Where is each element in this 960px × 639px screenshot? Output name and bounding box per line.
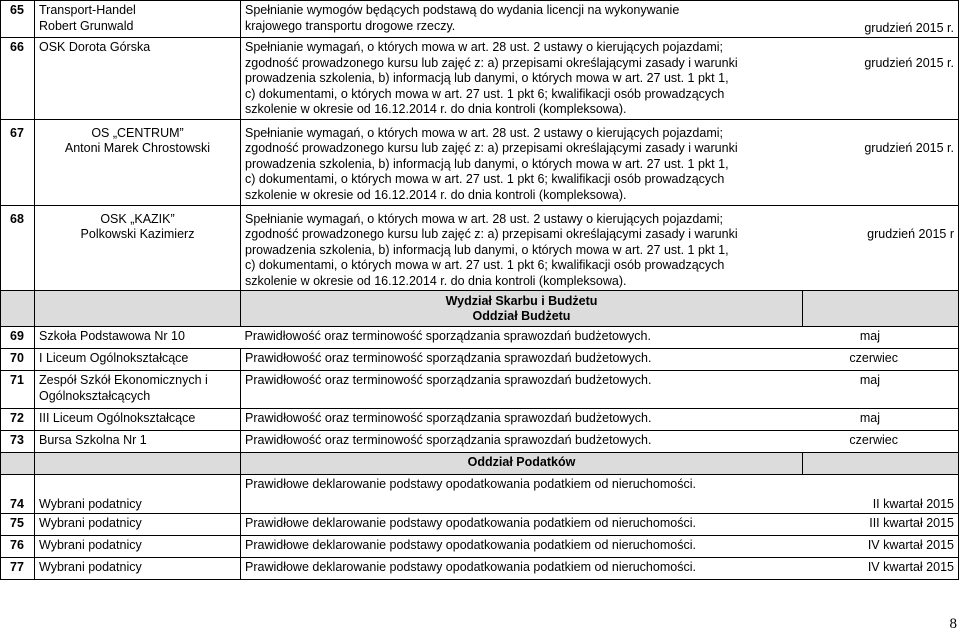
inspection-scope: Prawidłowość oraz terminowość sporządzania sprawozdań budżetowych. — [241, 431, 803, 453]
inspection-date: maj — [803, 409, 959, 431]
entity-name: I Liceum Ogólnokształcące — [35, 349, 241, 371]
table-row — [1, 349, 959, 371]
inspection-date: IV kwartał 2015 — [803, 558, 959, 580]
table-row — [1, 558, 959, 580]
table-row — [1, 371, 959, 409]
table-row — [1, 536, 959, 558]
row-number: 69 — [1, 327, 35, 349]
row-number: 65 — [1, 1, 35, 38]
inspection-date: grudzień 2015 r — [803, 205, 959, 291]
inspection-scope: Prawidłowość oraz terminowość sporządzania sprawozdań budżetowych. — [241, 327, 803, 349]
row-number: 73 — [1, 431, 35, 453]
entity-name: OSK Dorota Górska — [35, 38, 241, 120]
table-row — [1, 514, 959, 536]
inspection-date: grudzień 2015 r. — [803, 38, 959, 120]
row-number: 67 — [1, 119, 35, 205]
row-number: 76 — [1, 536, 35, 558]
inspection-scope: Prawidłowe deklarowanie podstawy opodatkowania podatkiem od nieruchomości. — [241, 475, 803, 514]
inspection-scope: Prawidłowe deklarowanie podstawy opodatkowania podatkiem od nieruchomości. — [241, 514, 803, 536]
inspection-scope: Spełnianie wymogów będących podstawą do wydania licencji na wykonywanie krajowego transportu drogowe rzeczy. — [241, 1, 803, 38]
entity-name: III Liceum Ogólnokształcące — [35, 409, 241, 431]
entity-name: OS „CENTRUM” Antoni Marek Chrostowski — [35, 119, 241, 205]
inspection-scope: Spełnianie wymagań, o których mowa w art. 28 ust. 2 ustawy o kierujących pojazdami; zgodność prowadzonego kursu lub zajęć z: a) przepisami określającymi zasady i warunki prowadzenia szkolenia, b) informacją lub danymi, o których mowa w art. 27 ust. 1 pkt 1, c) dokumentami, o których mowa w art. 27 ust. 1 pkt 6; kwalifikacji osób prowadzących szkolenie w okresie od 16.12.2014 r. do dnia kontroli (kompleksowa). — [241, 38, 803, 120]
page-number: 8 — [949, 616, 957, 632]
row-number: 68 — [1, 205, 35, 291]
row-number: 77 — [1, 558, 35, 580]
row-number: 66 — [1, 38, 35, 120]
inspection-scope: Prawidłowe deklarowanie podstawy opodatkowania podatkiem od nieruchomości. — [241, 558, 803, 580]
row-number: 72 — [1, 409, 35, 431]
table-row — [1, 475, 959, 514]
inspection-scope: Prawidłowość oraz terminowość sporządzania sprawozdań budżetowych. — [241, 349, 803, 371]
inspection-date: maj — [803, 327, 959, 349]
row-number: 75 — [1, 514, 35, 536]
inspection-scope: Prawidłowe deklarowanie podstawy opodatkowania podatkiem od nieruchomości. — [241, 536, 803, 558]
table-row — [1, 327, 959, 349]
entity-name: Wybrani podatnicy — [35, 475, 241, 514]
table-row — [1, 38, 959, 120]
inspection-date: grudzień 2015 r. — [803, 1, 959, 38]
inspection-date: czerwiec — [803, 431, 959, 453]
section-title: Wydział Skarbu i Budżetu Oddział Budżetu — [241, 291, 803, 327]
section-header — [1, 291, 959, 327]
inspection-scope: Spełnianie wymagań, o których mowa w art. 28 ust. 2 ustawy o kierujących pojazdami; zgodność prowadzonego kursu lub zajęć z: a) przepisami określającymi zasady i warunki prowadzenia szkolenia, b) informacją lub danymi, o których mowa w art. 27 ust. 1 pkt 1, c) dokumentami, o których mowa w art. 27 ust. 1 pkt 6; kwalifikacji osób prowadzących szkolenie w okresie od 16.12.2014 r. do dnia kontroli (kompleksowa). — [241, 205, 803, 291]
table-row — [1, 119, 959, 205]
row-number: 71 — [1, 371, 35, 409]
section-header — [1, 453, 959, 475]
inspection-date: maj — [803, 371, 959, 409]
table-row — [1, 431, 959, 453]
row-number: 70 — [1, 349, 35, 371]
entity-name: Wybrani podatnicy — [35, 558, 241, 580]
table-row — [1, 205, 959, 291]
inspection-date: II kwartał 2015 — [803, 475, 959, 514]
entity-name: Zespół Szkół Ekonomicznych i Ogólnokształcących — [35, 371, 241, 409]
entity-name: Bursa Szkolna Nr 1 — [35, 431, 241, 453]
inspection-date: IV kwartał 2015 — [803, 536, 959, 558]
table-row — [1, 409, 959, 431]
entity-name: Szkoła Podstawowa Nr 10 — [35, 327, 241, 349]
inspection-scope: Spełnianie wymagań, o których mowa w art. 28 ust. 2 ustawy o kierujących pojazdami; zgodność prowadzonego kursu lub zajęć z: a) przepisami określającymi zasady i warunki prowadzenia szkolenia, b) informacją lub danymi, o których mowa w art. 27 ust. 1 pkt 1, c) dokumentami, o których mowa w art. 27 ust. 1 pkt 6; kwalifikacji osób prowadzących szkolenie w okresie od 16.12.2014 r. do dnia kontroli (kompleksowa). — [241, 119, 803, 205]
inspection-scope: Prawidłowość oraz terminowość sporządzania sprawozdań budżetowych. — [241, 371, 803, 409]
entity-name: Transport-Handel Robert Grunwald — [35, 1, 241, 38]
inspection-date: III kwartał 2015 — [803, 514, 959, 536]
entity-name: Wybrani podatnicy — [35, 514, 241, 536]
section-title: Oddział Podatków — [241, 453, 803, 475]
row-number: 74 — [1, 475, 35, 514]
inspection-scope: Prawidłowość oraz terminowość sporządzania sprawozdań budżetowych. — [241, 409, 803, 431]
entity-name: OSK „KAZIK” Polkowski Kazimierz — [35, 205, 241, 291]
inspection-date: czerwiec — [803, 349, 959, 371]
entity-name: Wybrani podatnicy — [35, 536, 241, 558]
table-row — [1, 1, 959, 38]
inspection-date: grudzień 2015 r. — [803, 119, 959, 205]
